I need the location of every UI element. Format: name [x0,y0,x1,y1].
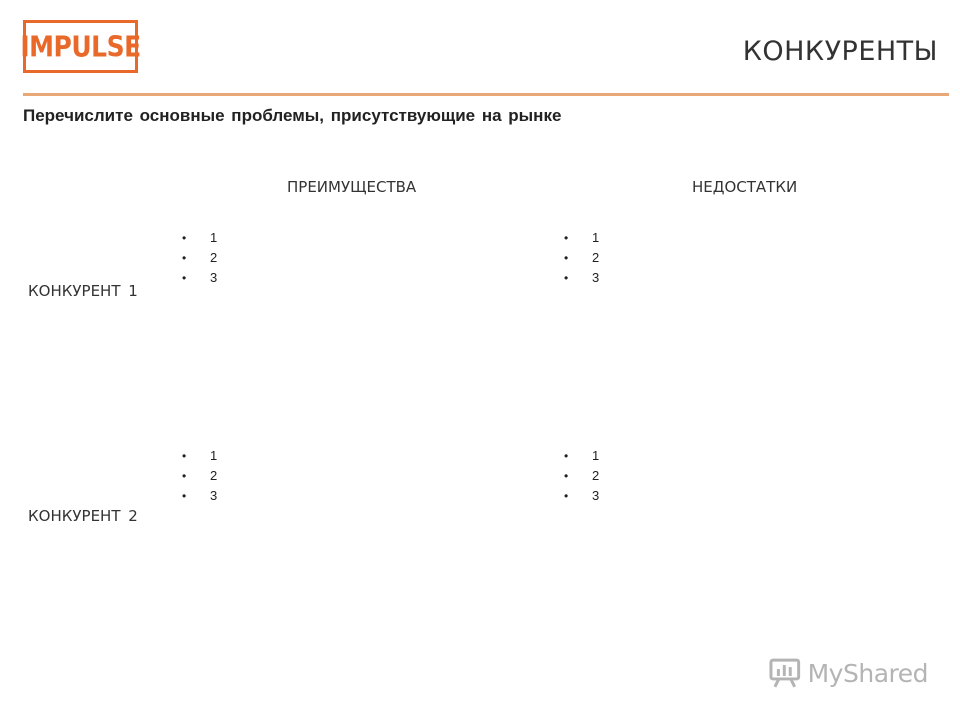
list-item: • 2 [564,466,599,486]
list-item: • 3 [564,486,599,506]
myshared-watermark [768,655,928,691]
list-item: • 1 [182,446,217,466]
competitor-1-advantages-list [182,228,217,288]
competitor-1-label: КОНКУРЕНТ 1 [28,282,138,300]
impulse-logo [20,20,141,73]
competitor-2-disadvantages-list [564,446,599,506]
list-item: • 3 [182,486,217,506]
list-item: • 3 [564,268,599,288]
list-item: • 2 [564,248,599,268]
slide-title: КОНКУРЕНТЫ [742,36,938,67]
list-item: • 2 [182,466,217,486]
watermark-text: MyShared [807,658,928,688]
list-item: • 2 [182,248,217,268]
competitor-2-advantages-list [182,446,217,506]
logo-text: IMPULSE [20,29,141,64]
title-divider [23,93,949,96]
list-item: • 1 [182,228,217,248]
competitor-2-label: КОНКУРЕНТ 2 [28,507,138,525]
list-item: • 1 [564,228,599,248]
competitor-1-disadvantages-list [564,228,599,288]
column-header-advantages: ПРЕИМУЩЕСТВА [287,178,417,196]
slide-subtitle: Перечислите основные проблемы, присутствующие на рынке [23,106,562,125]
presentation-board-icon [768,656,802,690]
list-item: • 1 [564,446,599,466]
column-header-disadvantages: НЕДОСТАТКИ [692,178,798,196]
list-item: • 3 [182,268,217,288]
